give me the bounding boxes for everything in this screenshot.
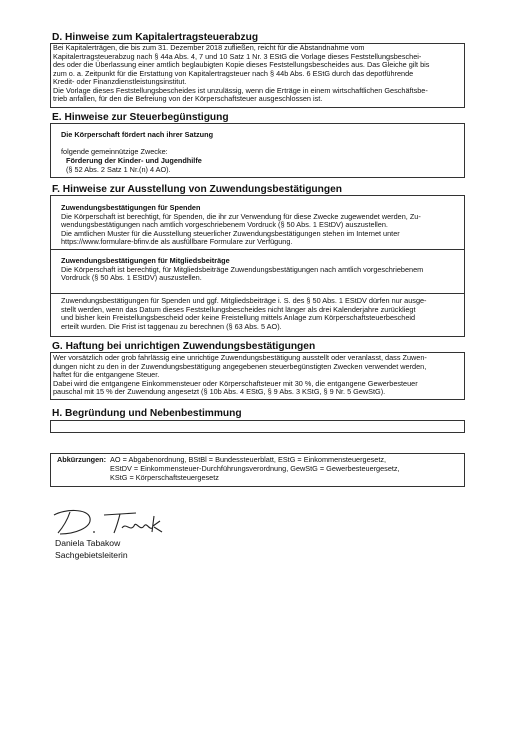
- section-e-title: E. Hinweise zur Steuerbegünstigung: [52, 112, 229, 123]
- section-e-intro: folgende gemeinnützige Zwecke:: [61, 147, 168, 156]
- signature-stroke: [58, 512, 70, 533]
- section-d-title: D. Hinweise zum Kapitalertragsteuerabzug: [52, 32, 259, 43]
- frist-line-4: erteilt wurden. Die Frist ist taggenau zu berechnen (§ 63 Abs. 5 AO).: [61, 321, 282, 331]
- frist-line-3: und bisher kein Freistellungsbescheid oder keine Freistellung mittels Anlage zum Körperschaftsteuerbescheid: [61, 313, 416, 322]
- section-f-title: F. Hinweise zur Ausstellung von Zuwendungsbestätigungen: [52, 184, 342, 195]
- section-f-divider-1: [50, 249, 465, 250]
- handwritten-signature: [50, 506, 180, 540]
- spenden-line-3: Die amtlichen Muster für die Ausstellung steuerlicher Zuwendungsbestätigungen stehen im Internet unter: [61, 228, 400, 238]
- signer-name: Daniela Tabakow: [55, 538, 121, 548]
- section-e-reference: (§ 52 Abs. 2 Satz 1 Nr.(n) 4 AO).: [66, 165, 171, 174]
- section-g-line-4: Dabei wird die entgangene Einkommensteuer oder Körperschaftsteuer mit 30 %, die entgangene Gewerbesteuer: [53, 378, 418, 388]
- signature-stroke: [104, 513, 136, 533]
- spenden-line-2: wendungsbestätigungen nach amtlich vorgeschriebenem Vordruck (§ 50 Abs. 1 EStDV) auszustellen.: [61, 220, 388, 229]
- frist-line-2: stellt werden, wenn das Datum dieses Feststellungsbescheides nicht länger als drei Kalenderjahre zurückliegt: [61, 304, 416, 314]
- signer-role: Sachgebietsleiterin: [55, 550, 128, 560]
- mitglied-line-1: Die Körperschaft ist berechtigt, für Mitgliedsbeiträge Zuwendungsbestätigungen nach amtlich vorgeschriebenem: [61, 264, 424, 274]
- section-d-line-1: Bei Kapitalerträgen, die bis zum 31. Dezember 2018 zufließen, reicht für die Abstandnahme vom: [53, 43, 365, 52]
- signature-stroke: [122, 516, 162, 532]
- section-d-line-3: des oder die Überlassung einer amtlich beglaubigten Kopie dieses Feststellungsbescheides aus. Das Gleiche gilt bis: [53, 60, 430, 69]
- abbreviations-line-3: KStG = Körperschaftsteuergesetz: [110, 473, 219, 482]
- section-d-line-7: trieb anfallen, für den die Befreiung von der Körperschaftsteuer ausgeschlossen ist.: [53, 94, 323, 103]
- section-h-title: H. Begründung und Nebenbestimmung: [52, 408, 242, 419]
- section-g-line-1: Wer vorsätzlich oder grob fahrlässig eine unrichtige Zuwendungsbestätigung ausstellt oder veranlasst, dass Zuwen-: [53, 353, 427, 362]
- section-d-line-5: Kredit- oder Finanzdienstleistungsinstitut.: [53, 77, 187, 86]
- spenden-line-1: Die Körperschaft ist berechtigt, für Spenden, die ihr zur Verwendung für diese Zwecke zugewendet werden, Zu-: [61, 211, 421, 221]
- section-g-line-3: haftet für die entgangene Steuer.: [53, 370, 160, 379]
- section-g-title: G. Haftung bei unrichtigen Zuwendungsbestätigungen: [52, 341, 316, 352]
- frist-line-1: Zuwendungsbestätigungen für Spenden und ggf. Mitgliedsbeiträge i. S. des § 50 Abs. 1 EStDV dürfen nur ausge-: [61, 296, 427, 305]
- spenden-heading: Zuwendungsbestätigungen für Spenden: [61, 203, 201, 212]
- section-e-purpose: Förderung der Kinder- und Jugendhilfe: [66, 156, 202, 165]
- section-h-box: [50, 420, 465, 433]
- section-g-line-5: pauschal mit 15 % der Zuwendung angesetzt (§ 10b Abs. 4 EStG, § 9 Abs. 3 KStG, § 9 Nr. 5 GewStG).: [53, 387, 386, 396]
- spenden-line-4: https://www.formulare-bfinv.de als ausfüllbare Formulare zur Verfügung.: [61, 237, 293, 246]
- section-g-line-2: dungen nicht zu den in der Zuwendungsbestätigung angegebenen steuerbegünstigten Zwecken verwendet werden,: [53, 361, 427, 371]
- section-d-line-4: zum o. a. Zeitpunkt für die Erstattung von Kapitalertragsteuer nach § 44b Abs. 6 EStG durch das depotführende: [53, 68, 414, 78]
- abbreviations-line-2: EStDV = Einkommensteuer-Durchführungsverordnung, GewStG = Gewerbesteuergesetz,: [110, 464, 400, 473]
- section-d-line-2: Kapitalertragsteuerabzug nach § 44a Abs. 4, 7 und 10 Satz 1 Nr. 3 EStG die Vorlage dieses Feststellungsbeschei-: [53, 51, 422, 61]
- abbreviations-line-1: AO = Abgabenordnung, BStBl = Bundessteuerblatt, EStG = Einkommensteuergesetz,: [110, 455, 387, 464]
- section-d-line-6: Die Vorlage dieses Feststellungsbescheides ist unzulässig, wenn die Erträge in einem wirtschaftlichen Geschäftsbe-: [53, 85, 428, 95]
- signature-stroke: [93, 531, 95, 533]
- abbreviations-label: Abkürzungen:: [57, 455, 107, 464]
- section-e-heading: Die Körperschaft fördert nach ihrer Satzung: [61, 130, 214, 139]
- section-f-divider-2: [50, 293, 465, 294]
- mitglied-heading: Zuwendungsbestätigungen für Mitgliedsbeiträge: [61, 256, 230, 265]
- mitglied-line-2: Vordruck (§ 50 Abs. 1 EStDV) auszustellen.: [61, 273, 202, 282]
